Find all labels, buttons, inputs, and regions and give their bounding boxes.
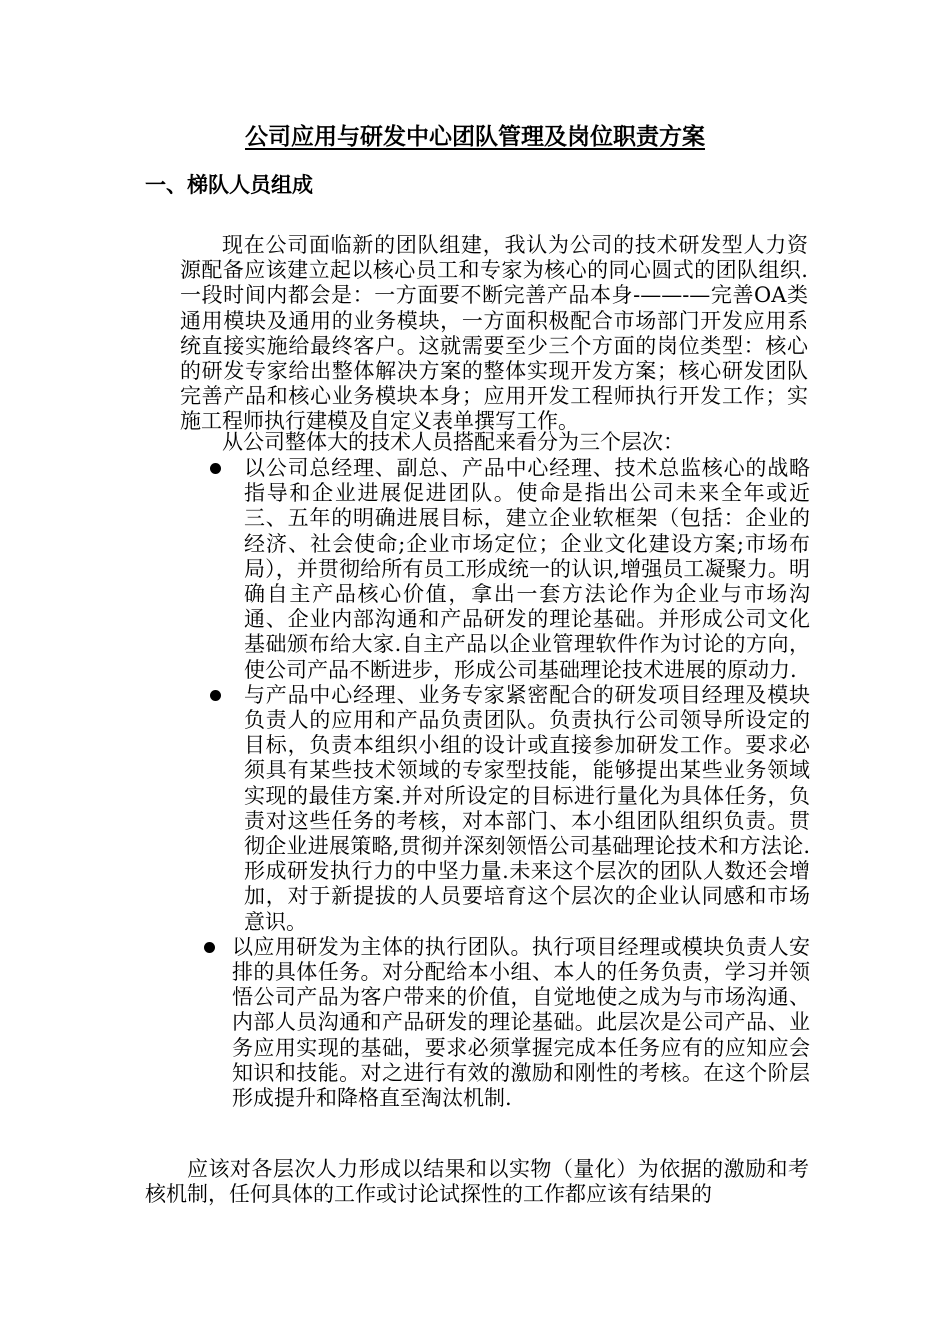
list-item — [200, 456, 810, 683]
closing-paragraph: 应该对各层次人力形成以结果和以实物（量化）为依据的激励和考核机制，任何具体的工作或讨论试探性的工作都应该有结果的 — [145, 1157, 809, 1207]
list-item — [196, 935, 810, 1111]
levels-list — [200, 456, 810, 1111]
levels-intro-paragraph: 从公司整体大的技术人员搭配来看分为三个层次： — [222, 430, 684, 454]
list-item-text: 与产品中心经理、业务专家紧密配合的研发项目经理及模块负责人的应用和产品负责团队。负责执行公司领导所设定的目标，负责本组织小组的设计或直接参加研发工作。要求必须具有某些技术领域的专家型技能，能够提出某些业务领域实现的最佳方案.并对所设定的目标进行量化为具体任务，负责对这些任务的考核，对本部门、本小组团队组织负责。贯彻企业进展策略,贯彻并深刻领悟公司基础理论技术和方法论.形成研发执行力的中坚力量.未来这个层次的团队人数还会增加，对于新提拔的人员要培育这个层次的企业认同感和市场意识。 — [244, 682, 810, 934]
bullet-icon — [210, 690, 221, 701]
list-item — [200, 683, 810, 935]
section-heading: 一、梯队人员组成 — [145, 172, 313, 197]
list-item-text: 以公司总经理、副总、产品中心经理、技术总监核心的战略指导和企业进展促进团队。使命是指出公司未来全年或近三、五年的明确进展目标，建立企业软框架（包括：企业的经济、社会使命;企业市场定位；企业文化建设方案;市场布局），并贯彻给所有员工形成统一的认识,增强员工凝聚力。明确自主产品核心价值，拿出一套方法论作为企业与市场沟通、企业内部沟通和产品研发的理论基础。并形成公司文化基础颁布给大家.自主产品以企业管理软件作为讨论的方向，使公司产品不断进步，形成公司基础理论技术进展的原动力. — [244, 456, 810, 682]
page-title: 公司应用与研发中心团队管理及岗位职责方案 — [245, 123, 705, 150]
list-item-text: 以应用研发为主体的执行团队。执行项目经理或模块负责人安排的具体任务。对分配给本小组、本人的任务负责，学习并领悟公司产品为客户带来的价值，自觉地使之成为与市场沟通、内部人员沟通和产品研发的理论基础。此层次是公司产品、业务应用实现的基础，要求必须掌握完成本任务应有的应知应会知识和技能。对之进行有效的激励和刚性的考核。在这个阶层形成提升和降格直至淘汰机制. — [232, 934, 810, 1111]
intro-paragraph: 现在公司面临新的团队组建，我认为公司的技术研发型人力资源配备应该建立起以核心员工和专家为核心的同心圆式的团队组织.一段时间内都会是：一方面要不断完善产品本身-——-—完善OA类通用模块及通用的业务模块，一方面积极配合市场部门开发应用系统直接实施给最终客户。这就需要至少三个方面的岗位类型：核心的研发专家给出整体解决方案的整体实现开发方案；核心研发团队完善产品和核心业务模块本身；应用开发工程师执行开发工作；实施工程师执行建模及自定义表单撰写工作。 — [180, 233, 808, 434]
bullet-icon — [204, 942, 215, 953]
bullet-icon — [210, 463, 221, 474]
